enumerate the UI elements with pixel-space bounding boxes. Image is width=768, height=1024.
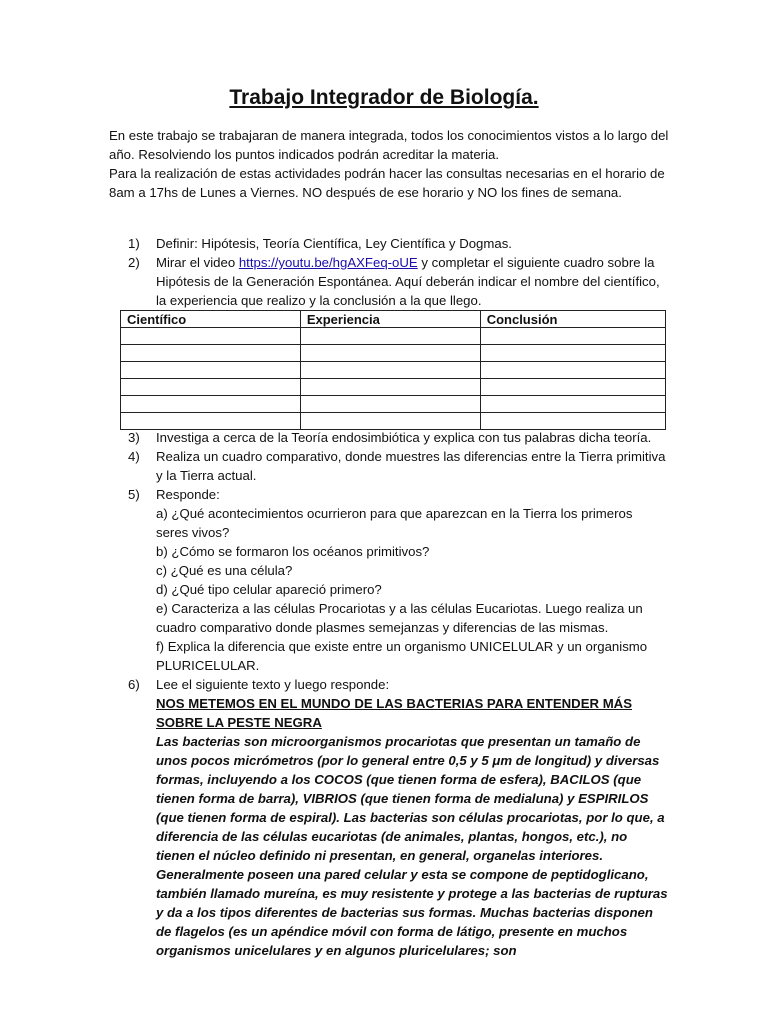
item-text: Responde: (156, 487, 220, 502)
sub-question-b: b) ¿Cómo se formaron los océanos primitivos? (156, 544, 430, 559)
header-cientifico: Científico (121, 311, 301, 328)
table-cell[interactable] (480, 413, 665, 430)
table-cell[interactable] (480, 396, 665, 413)
table-cell[interactable] (121, 345, 301, 362)
table-cell[interactable] (300, 345, 480, 362)
item-number: 3) (128, 430, 140, 445)
scientist-table (120, 310, 666, 430)
table-row (121, 362, 666, 379)
table-row (121, 413, 666, 430)
item-text: Investiga a cerca de la Teoría endosimbiótica y explica con tus palabras dicha teoría. (156, 430, 652, 445)
intro-paragraph-1: En este trabajo se trabajaran de manera integrada, todos los conocimientos vistos a lo largo del año. Resolviendo los puntos indicados podrán acreditar la materia. (109, 128, 669, 162)
table-cell[interactable] (480, 362, 665, 379)
header-conclusion: Conclusión (480, 311, 665, 328)
list-item-2 (128, 253, 668, 310)
table-cell[interactable] (300, 379, 480, 396)
list-item-4 (128, 447, 668, 485)
item-text: Realiza un cuadro comparativo, donde muestres las diferencias entre la Tierra primitiva y la Tierra actual. (156, 449, 666, 483)
sub-question-c: c) ¿Qué es una célula? (156, 563, 293, 578)
item-text: Lee el siguiente texto y luego responde: (156, 677, 390, 692)
intro-section (109, 126, 669, 202)
table-cell[interactable] (121, 362, 301, 379)
table-cell[interactable] (480, 379, 665, 396)
table-cell[interactable] (480, 328, 665, 345)
item-text (156, 253, 668, 310)
sub-question-a: a) ¿Qué acontecimientos ocurrieron para que aparezcan en la Tierra los primeros seres vivos? (156, 506, 633, 540)
item-number: 5) (128, 487, 140, 502)
item-text: Definir: Hipótesis, Teoría Científica, Ley Científica y Dogmas. (156, 236, 512, 251)
item-text-pre: Mirar el video (156, 255, 239, 270)
intro-paragraph-2: Para la realización de estas actividades podrán hacer las consultas necesarias en el horario de 8am a 17hs de Lunes a Viernes. NO después de ese horario y NO los fines de semana. (109, 166, 665, 200)
table-cell[interactable] (300, 413, 480, 430)
reading-text: Las bacterias son microorganismos procariotas que presentan un tamaño de unos pocos micrómetros (por lo general entre 0,5 y 5 μm de longitud) y diversas formas, incluyendo a los COCOS (que tienen forma de esfera), BACILOS (que tienen forma de barra), VIBRIOS (que tienen forma de medialuna) y ESPIRILOS (que tienen forma de espiral). Las bacterias son células procariotas, por lo que, a diferencia de las células eucariotas (de animales, plantas, hongos, etc.), no tienen el núcleo definido ni presentan, en general, organelas interiores. Generalmente poseen una pared celular y esta se compone de peptidoglicano, también llamado mureína, es muy resistente y protege a las bacterias de rupturas y da a los tipos diferentes de bacterias sus formas. Muchas bacterias disponen de flagelos (es un apéndice móvil con forma de látigo, presente en muchos organismos unicelulares y en algunos pluricelulares; son (156, 734, 668, 958)
item-text-post: y completar el siguiente cuadro sobre la Hipótesis de la Generación Espontánea. Aquí deberán indicar el nombre del científico, la experiencia que realizo y la conclusión a la que llego. (156, 255, 660, 308)
table-cell[interactable] (121, 328, 301, 345)
sub-question-f: f) Explica la diferencia que existe entre un organismo UNICELULAR y un organismo PLURICELULAR. (156, 639, 648, 673)
header-experiencia: Experiencia (300, 311, 480, 328)
table-cell[interactable] (121, 379, 301, 396)
table-header-row (121, 311, 666, 328)
item-number: 4) (128, 449, 140, 464)
table-row (121, 396, 666, 413)
table-row (121, 328, 666, 345)
item-number: 6) (128, 677, 140, 692)
sub-question-d: d) ¿Qué tipo celular apareció primero? (156, 582, 382, 597)
video-link[interactable]: https://youtu.be/hgAXFeq-oUE (238, 255, 418, 270)
item-number: 2) (128, 255, 140, 270)
list-item-1 (128, 234, 668, 253)
reading-title: NOS METEMOS EN EL MUNDO DE LAS BACTERIAS PARA ENTENDER MÁS SOBRE LA PESTE NEGRA (156, 696, 632, 730)
table-cell[interactable] (121, 413, 301, 430)
table-cell[interactable] (300, 396, 480, 413)
sub-question-e: e) Caracteriza a las células Procariotas y a las células Eucariotas. Luego realiza un cuadro comparativo donde plasmes semejanzas y diferencias de las mismas. (156, 601, 643, 635)
items-section-top (128, 234, 668, 310)
table-cell[interactable] (300, 328, 480, 345)
document-title: Trabajo Integrador de Biología. (229, 86, 539, 109)
list-item-3 (128, 428, 668, 447)
list-item-5 (128, 485, 668, 504)
table-cell[interactable] (300, 362, 480, 379)
table-cell[interactable] (480, 345, 665, 362)
item-number: 1) (128, 236, 140, 251)
list-item-6 (128, 675, 668, 694)
items-section-bottom (128, 428, 668, 960)
table-cell[interactable] (121, 396, 301, 413)
table-row (121, 379, 666, 396)
table-row (121, 345, 666, 362)
